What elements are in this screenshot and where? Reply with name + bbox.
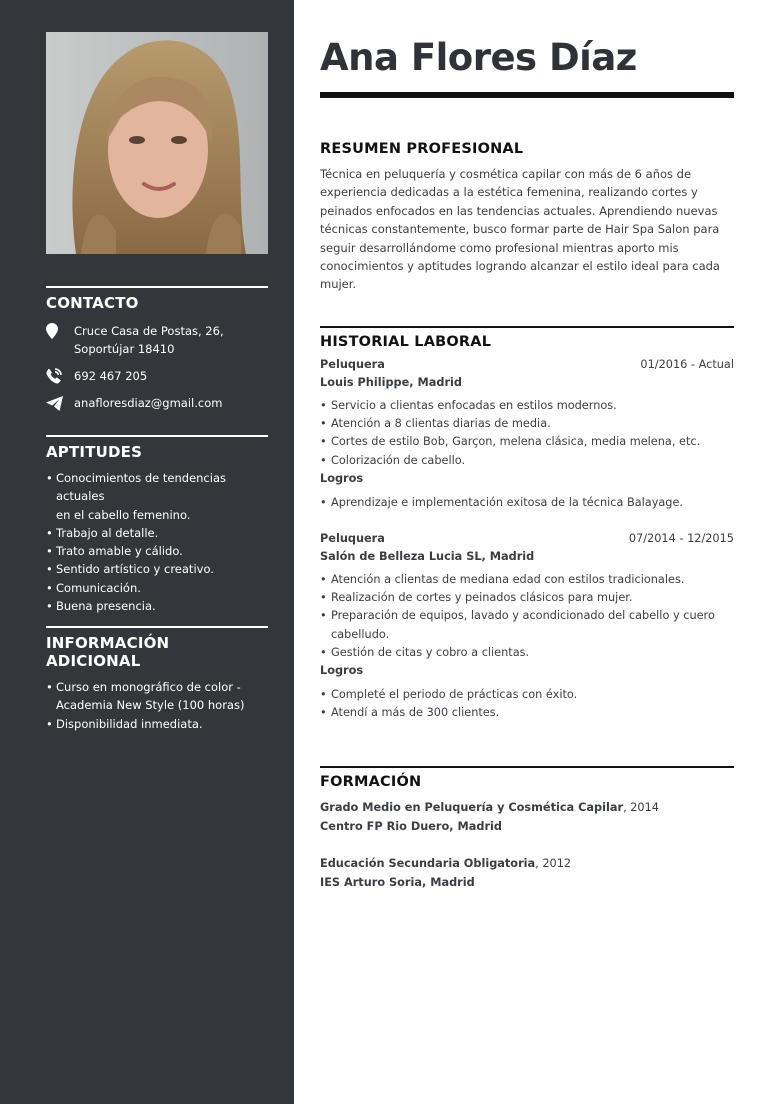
skill-item-line: • Conocimientos de tendencias actuales (56, 471, 226, 504)
job-duty-item (320, 607, 734, 643)
achievement-item (320, 704, 734, 722)
achievement-item-line: • Aprendizaje e implementación exitosa de la técnica Balayage. (331, 495, 684, 509)
job-duty-item-line: • Preparación de equipos, lavado y acondicionado del cabello y cuero (331, 609, 715, 623)
job-duty-item-line: • Colorización de cabello. (331, 453, 466, 467)
additional-info-item-line: • Curso en monográfico de color - (56, 680, 241, 694)
achievement-item-line: • Completé el periodo de prácticas con éxito. (331, 688, 578, 702)
job-duty-item-line: • Realización de cortes y peinados clásicos para mujer. (331, 591, 633, 605)
work-history-heading: HISTORIAL LABORAL (320, 334, 492, 350)
achievements-list (320, 686, 734, 722)
achievement-item-line: • Atendí a más de 300 clientes. (331, 706, 500, 720)
job-duty-item (320, 415, 734, 433)
education-year: , 2014 (623, 801, 659, 814)
job-header (320, 530, 734, 548)
education-entry (320, 798, 734, 836)
skill-item (46, 542, 268, 560)
skill-item-line: • Sentido artístico y creativo. (56, 562, 214, 577)
education-degree-line (320, 798, 734, 817)
location-pin-icon (46, 322, 74, 340)
education-degree-line (320, 854, 734, 873)
summary-text (320, 165, 734, 294)
achievements-label: Logros (320, 471, 364, 485)
job-duty-item-line: • Atención a clientas de mediana edad con estilos tradicionales. (331, 573, 685, 587)
job-duties-list (320, 397, 734, 470)
job-duties-list (320, 571, 734, 662)
additional-info-list (46, 678, 268, 733)
skills-list (46, 469, 268, 615)
profile-photo (46, 32, 268, 254)
education-degree: Educación Secundaria Obligatoria (320, 857, 536, 870)
education-entry (320, 854, 734, 892)
job-company: Salón de Belleza Lucia SL, Madrid (320, 550, 535, 564)
address-line-1: Cruce Casa de Postas, 26, (74, 324, 224, 338)
job-duty-item (320, 589, 734, 607)
work-history-divider (320, 326, 734, 328)
skills-heading: APTITUDES (46, 443, 143, 461)
phone-text: 692 467 205 (74, 369, 148, 383)
additional-info-item (46, 678, 268, 715)
job-duty-item (320, 644, 734, 662)
education-school: Centro FP Rio Duero, Madrid (320, 820, 502, 833)
education-year: , 2012 (535, 857, 572, 870)
skill-item-line: en el cabello femenino. (56, 507, 191, 522)
education-school-line (320, 817, 734, 836)
achievements-label: Logros (320, 664, 364, 678)
email-row (46, 394, 268, 412)
achievement-item (320, 494, 734, 512)
skills-section (46, 435, 268, 615)
profile-photo-illustration (46, 32, 268, 254)
summary-section (320, 141, 734, 294)
paper-plane-icon (46, 394, 74, 412)
education-school-line (320, 873, 734, 892)
education-school: IES Arturo Soria, Madrid (320, 876, 475, 889)
summary-heading: RESUMEN PROFESIONAL (320, 141, 524, 157)
job-list (320, 356, 734, 722)
skill-item (46, 524, 268, 542)
education-heading: FORMACIÓN (320, 774, 422, 790)
job-duty-item (320, 433, 734, 451)
additional-info-item-line: Academia New Style (100 horas) (56, 698, 245, 713)
skill-item-line: • Comunicación. (56, 580, 141, 595)
job-duty-item-line: • Gestión de citas y cobro a clientas. (331, 645, 530, 659)
candidate-name: Ana Flores Díaz (320, 36, 637, 79)
achievement-item (320, 686, 734, 704)
job-dates: 07/2014 - 12/2015 (628, 532, 734, 546)
summary-line: seguir desarrollándome como profesional mientras aporto mis (320, 240, 679, 255)
skills-divider (46, 435, 268, 437)
education-list (320, 798, 734, 892)
summary-line: mujer. (320, 277, 357, 292)
phone-icon (46, 367, 74, 385)
skill-item (46, 469, 268, 524)
work-history-section (320, 326, 734, 722)
job-header (320, 356, 734, 374)
job-title: Peluquera (320, 532, 385, 546)
education-degree: Grado Medio en Peluquería y Cosmética Capilar (320, 801, 624, 814)
email-link[interactable]: anafloresdiaz@gmail.com (74, 396, 223, 410)
job-duty-item (320, 452, 734, 470)
achievements-list (320, 494, 734, 512)
job-duty-item-line: • Atención a 8 clientas diarias de media. (331, 417, 551, 431)
job-duty-item-line: • Cortes de estilo Bob, Garçon, melena clásica, media melena, etc. (331, 435, 701, 449)
job-duty-item (320, 397, 734, 415)
contact-heading: CONTACTO (46, 294, 139, 312)
sidebar (0, 0, 294, 1104)
additional-info-section (46, 626, 268, 733)
skill-item (46, 597, 268, 615)
job-dates: 01/2016 - Actual (640, 358, 734, 371)
phone-row (46, 367, 268, 385)
additional-info-item (46, 715, 268, 733)
skill-item-line: • Trabajo al detalle. (56, 525, 159, 540)
additional-info-divider (46, 626, 268, 628)
address-row (46, 322, 268, 358)
job-entry (320, 530, 734, 722)
skill-item (46, 579, 268, 597)
contact-divider (46, 286, 268, 288)
job-company: Louis Philippe, Madrid (320, 376, 463, 389)
summary-line: técnicas constantemente, busco formar parte de Hair Spa Salon para (320, 222, 720, 237)
job-entry (320, 356, 734, 512)
summary-line: peinados enfocados en las tendencias actuales. Aprendiendo nuevas (320, 203, 718, 218)
job-duty-item (320, 571, 734, 589)
job-duty-item-line: • Servicio a clientas enfocadas en estilos modernos. (331, 399, 617, 412)
address-line-2: Soportújar 18410 (74, 342, 175, 356)
contact-section (46, 286, 268, 421)
summary-line: Técnica en peluquería y cosmética capilar con más de 6 años de (320, 167, 692, 181)
skill-item-line: • Trato amable y cálido. (56, 544, 183, 559)
education-section (320, 766, 734, 892)
skill-item-line: • Buena presencia. (56, 599, 156, 614)
job-title: Peluquera (320, 358, 385, 371)
job-duty-item-line: cabelludo. (331, 627, 390, 641)
summary-line: experiencia dedicadas a la estética femenina, realizando cortes y (320, 185, 698, 200)
skill-item (46, 560, 268, 578)
name-underline (320, 92, 734, 98)
education-divider (320, 766, 734, 768)
summary-line: conocimientos y aptitudes logrando alcanzar el estilo ideal para cada (320, 259, 720, 274)
additional-info-item-line: • Disponibilidad inmediata. (56, 716, 203, 731)
address-text (74, 322, 224, 358)
additional-info-heading: INFORMACIÓN ADICIONAL (46, 634, 170, 670)
